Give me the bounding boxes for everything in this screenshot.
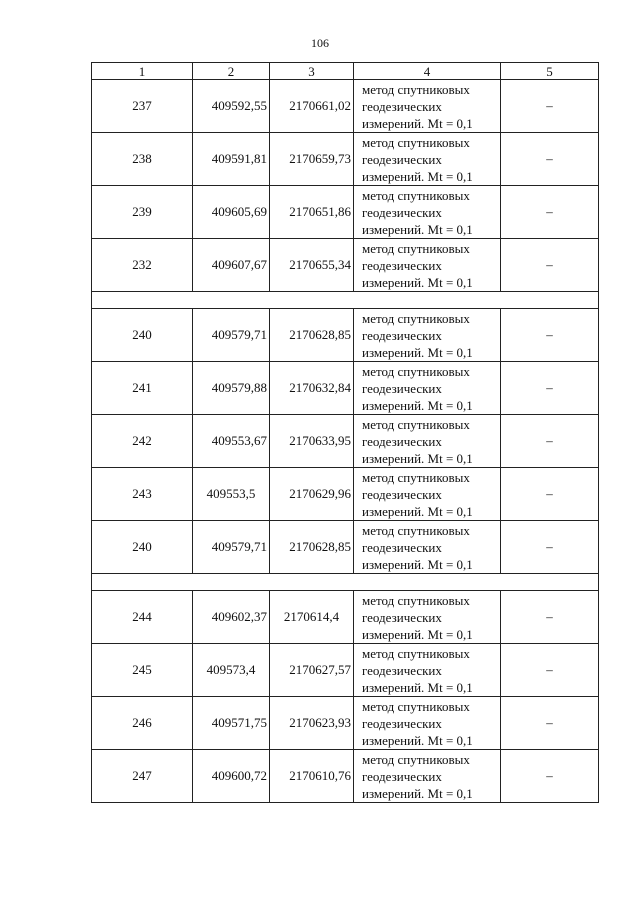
description-cell: –: [501, 239, 599, 292]
x-coordinate-cell: 409602,37: [193, 591, 270, 644]
table-row: [92, 133, 599, 186]
x-coordinate-cell: 409579,88: [193, 362, 270, 415]
y-coordinate-cell: 2170628,85: [270, 521, 354, 574]
method-line: геодезических: [362, 433, 442, 449]
point-number-cell: 238: [92, 133, 193, 186]
x-coordinate-cell: 409592,55: [193, 80, 270, 133]
description-cell: –: [501, 133, 599, 186]
method-cell: [354, 415, 501, 468]
point-number-cell: 239: [92, 186, 193, 239]
method-line: измерений. Mt = 0,1: [362, 503, 473, 519]
method-line: метод спутниковых: [362, 522, 470, 538]
method-line: метод спутниковых: [362, 416, 470, 432]
x-coordinate-cell: 409571,75: [193, 697, 270, 750]
point-number-cell: 237: [92, 80, 193, 133]
coordinates-table: [91, 62, 599, 803]
method-line: метод спутниковых: [362, 751, 470, 767]
method-cell: [354, 591, 501, 644]
separator-cell: [92, 292, 599, 309]
point-number-cell: 240: [92, 521, 193, 574]
method-line: измерений. Mt = 0,1: [362, 785, 473, 801]
method-line: измерений. Mt = 0,1: [362, 397, 473, 413]
description-cell: –: [501, 591, 599, 644]
header-cell: 4: [354, 63, 501, 80]
x-coordinate-cell: 409553,67: [193, 415, 270, 468]
method-cell: [354, 186, 501, 239]
method-line: метод спутниковых: [362, 363, 470, 379]
method-cell: [354, 239, 501, 292]
table-row: [92, 644, 599, 697]
point-number-cell: 242: [92, 415, 193, 468]
table-row: [92, 309, 599, 362]
method-cell: [354, 750, 501, 803]
y-coordinate-cell: 2170661,02: [270, 80, 354, 133]
point-number-cell: 240: [92, 309, 193, 362]
method-cell: [354, 644, 501, 697]
method-line: геодезических: [362, 539, 442, 555]
method-line: метод спутниковых: [362, 240, 470, 256]
method-line: геодезических: [362, 151, 442, 167]
table-header-row: [92, 63, 599, 80]
method-line: измерений. Mt = 0,1: [362, 556, 473, 572]
table-row: [92, 591, 599, 644]
method-line: метод спутниковых: [362, 592, 470, 608]
x-coordinate-cell: 409605,69: [193, 186, 270, 239]
method-line: метод спутниковых: [362, 469, 470, 485]
y-coordinate-cell: 2170632,84: [270, 362, 354, 415]
description-cell: –: [501, 309, 599, 362]
method-line: измерений. Mt = 0,1: [362, 732, 473, 748]
separator-cell: [92, 574, 599, 591]
description-cell: –: [501, 750, 599, 803]
description-cell: –: [501, 415, 599, 468]
header-cell: 5: [501, 63, 599, 80]
method-line: измерений. Mt = 0,1: [362, 221, 473, 237]
table-row: [92, 80, 599, 133]
method-line: метод спутниковых: [362, 81, 470, 97]
point-number-cell: 232: [92, 239, 193, 292]
table-row: [92, 697, 599, 750]
point-number-cell: 243: [92, 468, 193, 521]
method-line: измерений. Mt = 0,1: [362, 626, 473, 642]
point-number-cell: 246: [92, 697, 193, 750]
y-coordinate-cell: 2170655,34: [270, 239, 354, 292]
method-cell: [354, 468, 501, 521]
group-separator-row: [92, 574, 599, 591]
method-line: измерений. Mt = 0,1: [362, 679, 473, 695]
method-line: геодезических: [362, 204, 442, 220]
table-row: [92, 468, 599, 521]
table-row: [92, 186, 599, 239]
method-line: геодезических: [362, 380, 442, 396]
y-coordinate-cell: 2170629,96: [270, 468, 354, 521]
description-cell: –: [501, 468, 599, 521]
description-cell: –: [501, 362, 599, 415]
header-cell: 2: [193, 63, 270, 80]
x-coordinate-cell: 409600,72: [193, 750, 270, 803]
point-number-cell: 247: [92, 750, 193, 803]
method-line: измерений. Mt = 0,1: [362, 344, 473, 360]
table-row: [92, 239, 599, 292]
description-cell: –: [501, 80, 599, 133]
method-cell: [354, 521, 501, 574]
method-line: измерений. Mt = 0,1: [362, 274, 473, 290]
y-coordinate-cell: 2170614,4: [270, 591, 354, 644]
method-line: измерений. Mt = 0,1: [362, 450, 473, 466]
method-line: геодезических: [362, 327, 442, 343]
coordinates-table-body: [92, 63, 599, 803]
table-row: [92, 750, 599, 803]
y-coordinate-cell: 2170633,95: [270, 415, 354, 468]
x-coordinate-cell: 409591,81: [193, 133, 270, 186]
y-coordinate-cell: 2170610,76: [270, 750, 354, 803]
table-row: [92, 362, 599, 415]
group-separator-row: [92, 292, 599, 309]
method-line: измерений. Mt = 0,1: [362, 168, 473, 184]
point-number-cell: 241: [92, 362, 193, 415]
method-line: геодезических: [362, 257, 442, 273]
method-line: метод спутниковых: [362, 187, 470, 203]
page-number: 106: [311, 36, 329, 50]
method-cell: [354, 362, 501, 415]
method-line: геодезических: [362, 609, 442, 625]
method-line: измерений. Mt = 0,1: [362, 115, 473, 131]
description-cell: –: [501, 521, 599, 574]
description-cell: –: [501, 644, 599, 697]
y-coordinate-cell: 2170623,93: [270, 697, 354, 750]
y-coordinate-cell: 2170651,86: [270, 186, 354, 239]
method-line: геодезических: [362, 98, 442, 114]
header-cell: 1: [92, 63, 193, 80]
method-line: метод спутниковых: [362, 310, 470, 326]
header-cell: 3: [270, 63, 354, 80]
x-coordinate-cell: 409573,4: [193, 644, 270, 697]
table-row: [92, 521, 599, 574]
x-coordinate-cell: 409579,71: [193, 309, 270, 362]
description-cell: –: [501, 697, 599, 750]
description-cell: –: [501, 186, 599, 239]
method-line: метод спутниковых: [362, 134, 470, 150]
x-coordinate-cell: 409579,71: [193, 521, 270, 574]
method-cell: [354, 133, 501, 186]
table-row: [92, 415, 599, 468]
y-coordinate-cell: 2170628,85: [270, 309, 354, 362]
method-cell: [354, 697, 501, 750]
x-coordinate-cell: 409607,67: [193, 239, 270, 292]
method-line: геодезических: [362, 662, 442, 678]
method-line: метод спутниковых: [362, 645, 470, 661]
x-coordinate-cell: 409553,5: [193, 468, 270, 521]
method-line: геодезических: [362, 768, 442, 784]
method-cell: [354, 309, 501, 362]
y-coordinate-cell: 2170659,73: [270, 133, 354, 186]
method-line: метод спутниковых: [362, 698, 470, 714]
point-number-cell: 245: [92, 644, 193, 697]
y-coordinate-cell: 2170627,57: [270, 644, 354, 697]
point-number-cell: 244: [92, 591, 193, 644]
method-line: геодезических: [362, 486, 442, 502]
method-cell: [354, 80, 501, 133]
method-line: геодезических: [362, 715, 442, 731]
